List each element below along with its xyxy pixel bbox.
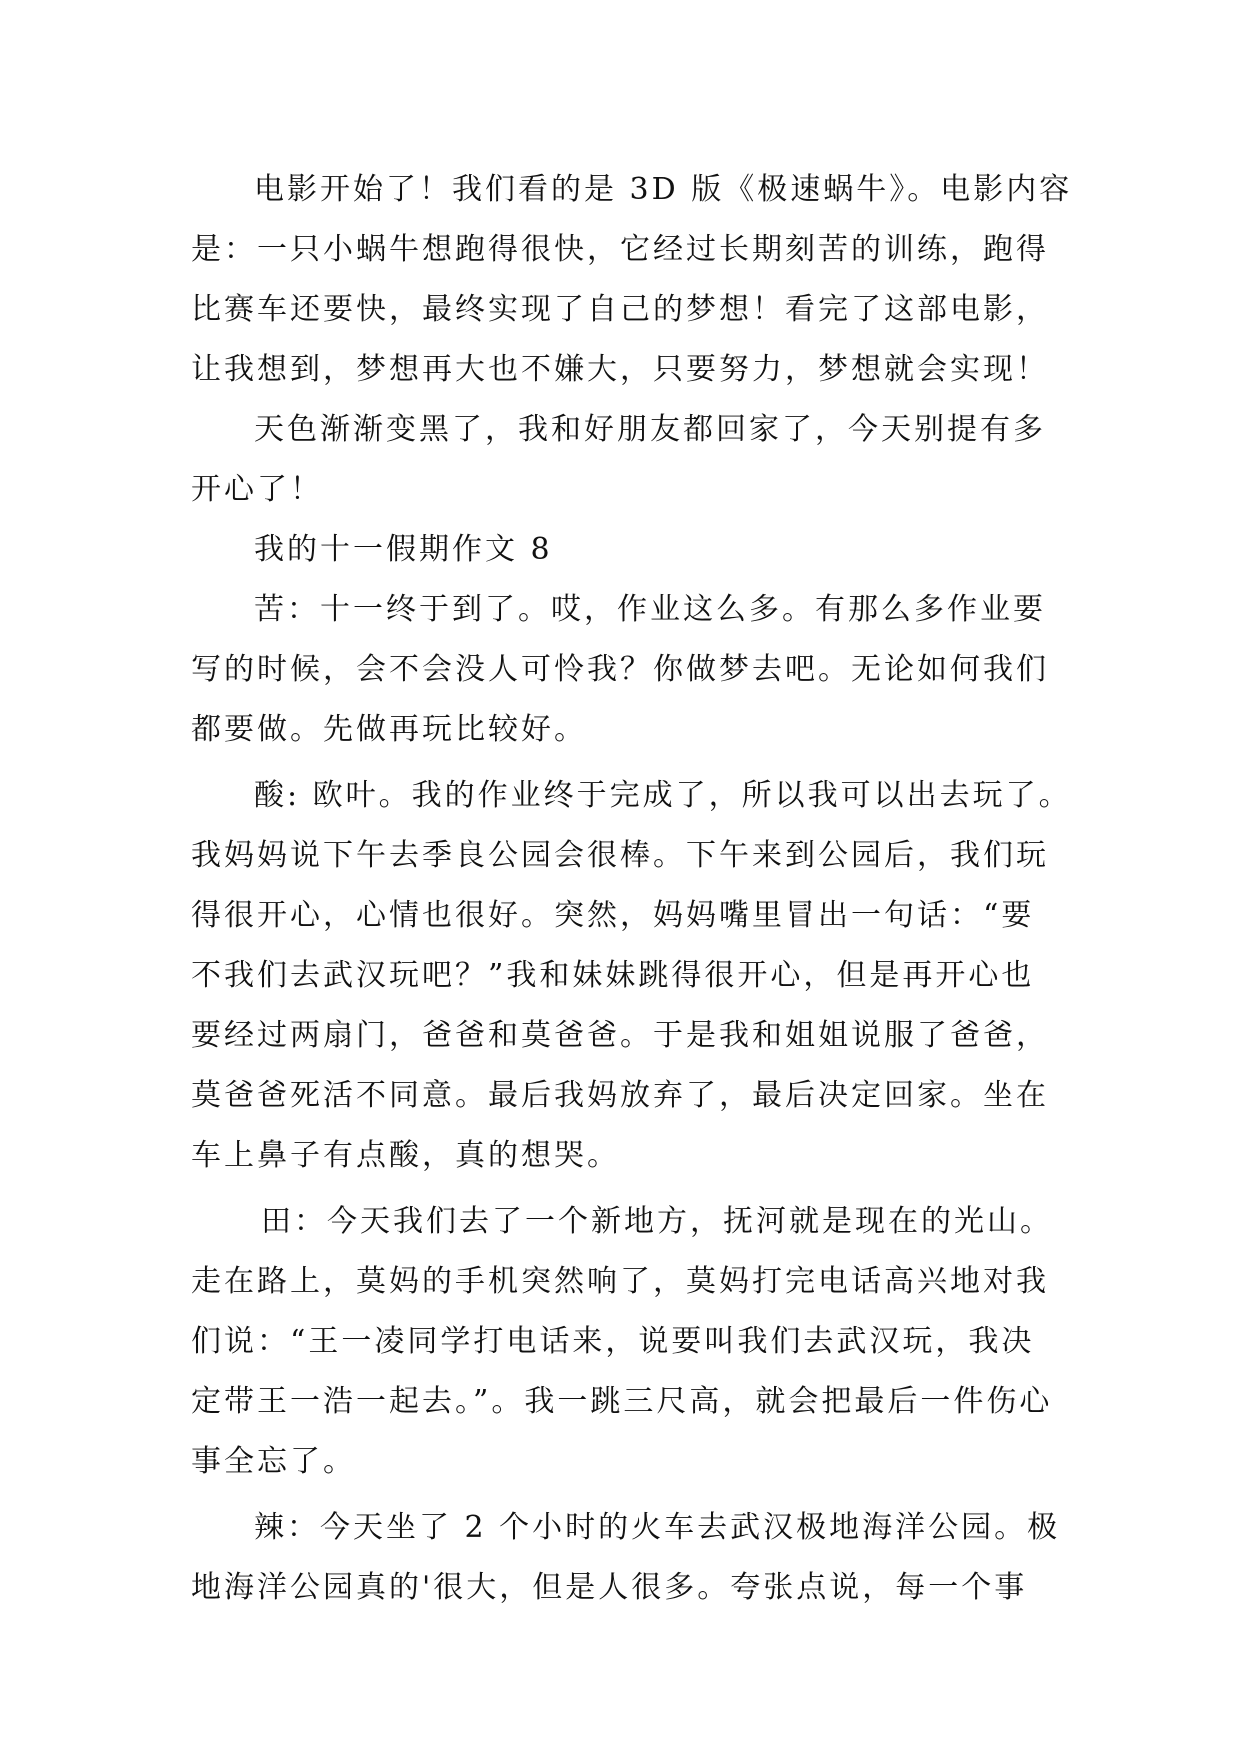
text-line: 天色渐渐变黑了，我和好朋友都回家了，今天别提有多	[254, 412, 1046, 447]
text-line: 我妈妈说下午去季良公园会很棒。下午来到公园后，我们玩	[191, 838, 1049, 873]
text-line: 定带王一浩一起去。”。我一跳三尺高，就会把最后一件伤心	[191, 1384, 1053, 1419]
text-line: 得很开心，心情也很好。突然，妈妈嘴里冒出一句话：“要	[191, 898, 1035, 933]
text-line: 是：一只小蜗牛想跑得很快，它经过长期刻苦的训练，跑得	[191, 232, 1049, 267]
text-line: 开心了！	[191, 472, 323, 507]
text-line: 田：今天我们去了一个新地方，抚河就是现在的光山。	[261, 1204, 1053, 1239]
document-body	[191, 160, 1073, 1618]
text-line: 们说：“王一凌同学打电话来，说要叫我们去武汉玩，我决	[191, 1324, 1035, 1359]
text-line: 地海洋公园真的'很大，但是人很多。夸张点说，每一个事	[191, 1570, 1028, 1605]
text-line: 事全忘了。	[191, 1444, 356, 1479]
text-line: 写的时候，会不会没人可怜我？你做梦去吧。无论如何我们	[191, 652, 1049, 687]
text-line: 车上鼻子有点酸，真的想哭。	[191, 1138, 620, 1173]
text-line: 让我想到，梦想再大也不嫌大，只要努力，梦想就会实现！	[191, 352, 1049, 387]
text-line: 要经过两扇门，爸爸和莫爸爸。于是我和姐姐说服了爸爸，	[191, 1018, 1049, 1053]
text-line: 都要做。先做再玩比较好。	[191, 712, 587, 747]
text-line: 苦：十一终于到了。哎，作业这么多。有那么多作业要	[254, 592, 1046, 627]
text-line: 走在路上，莫妈的手机突然响了，莫妈打完电话高兴地对我	[191, 1264, 1049, 1299]
text-line: 电影开始了！我们看的是 3D 版《极速蜗牛》。电影内容	[254, 172, 1073, 207]
section-heading: 我的十一假期作文 8	[254, 532, 553, 567]
text-line: 莫爸爸死活不同意。最后我妈放弃了，最后决定回家。坐在	[191, 1078, 1049, 1113]
text-line: 比赛车还要快，最终实现了自己的梦想！看完了这部电影，	[191, 292, 1049, 327]
text-line: 辣：今天坐了 2 个小时的火车去武汉极地海洋公园。极	[254, 1510, 1061, 1545]
text-line: 酸: 欧叶。我的作业终于完成了，所以我可以出去玩了。	[254, 778, 1072, 813]
text-line: 不我们去武汉玩吧？”我和妹妹跳得很开心，但是再开心也	[191, 958, 1035, 993]
